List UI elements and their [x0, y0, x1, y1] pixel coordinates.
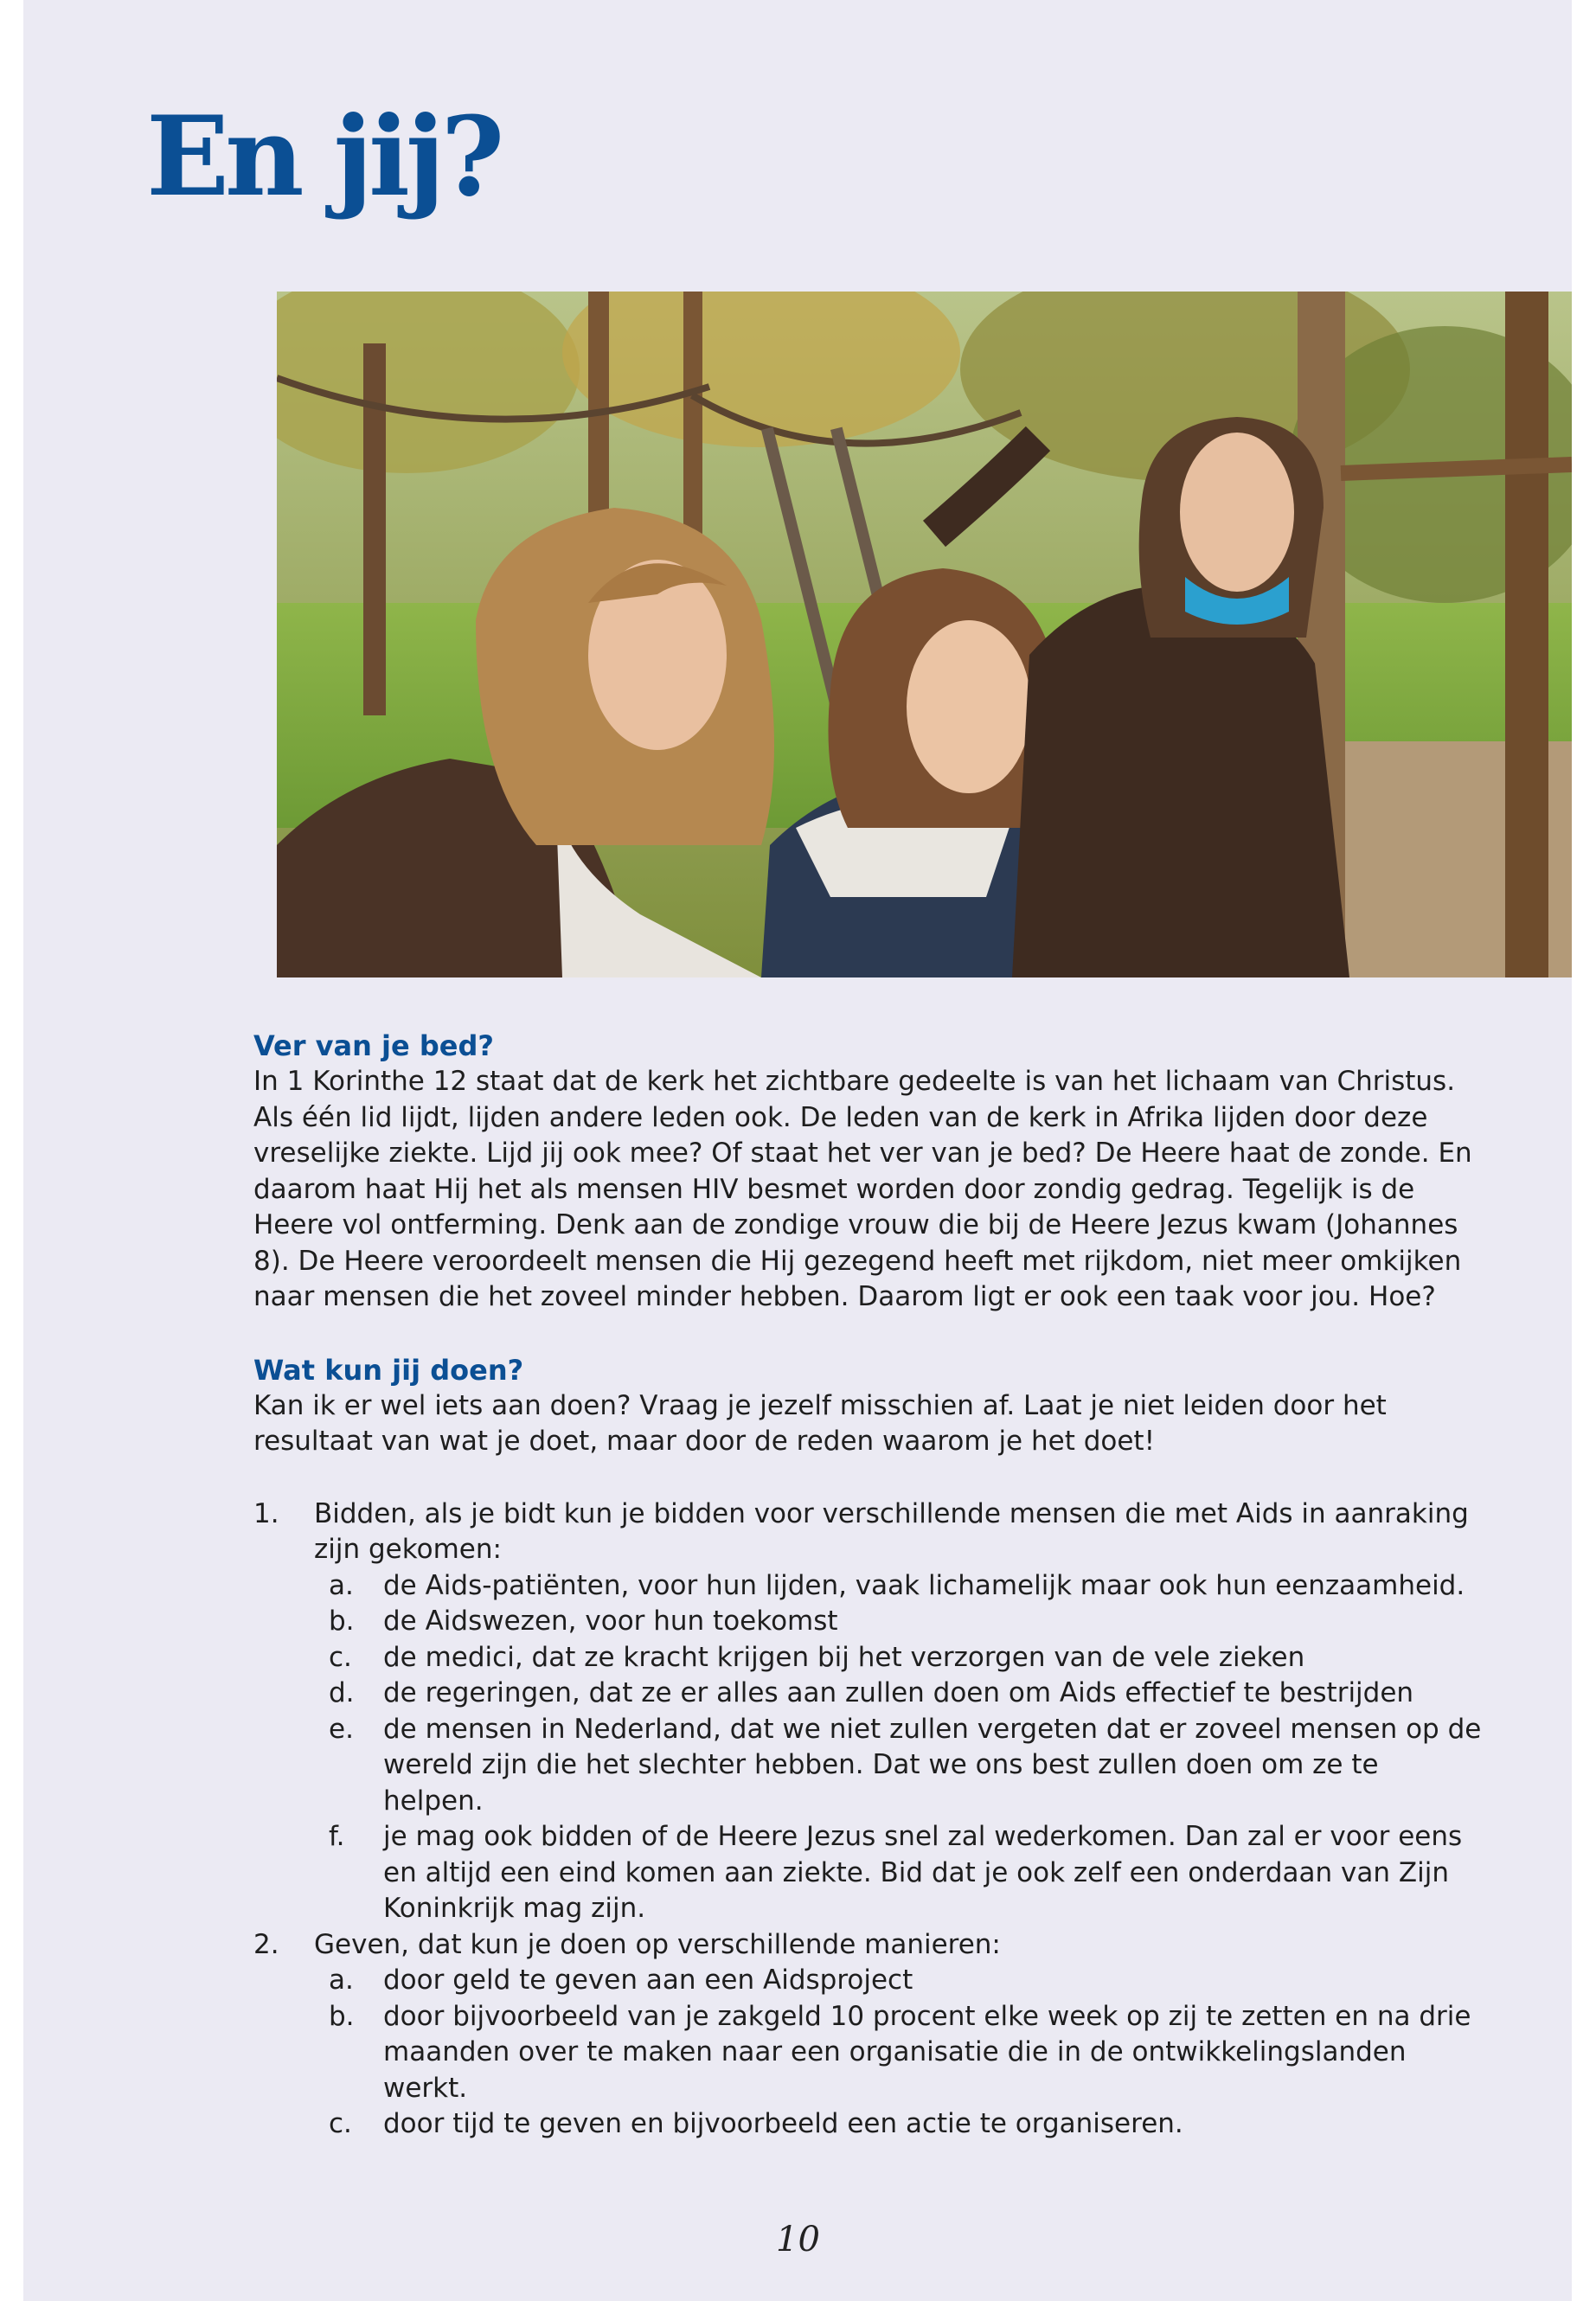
list-item [253, 1819, 1482, 1927]
list-item [253, 1712, 1482, 1820]
article-body [253, 1028, 1482, 2143]
list-item [253, 1568, 1482, 1605]
photo-three-girls-playground-icon [277, 292, 1572, 977]
list-letter: c. [329, 1641, 352, 1673]
list-letter: b. [329, 2000, 355, 2032]
list-item [253, 1963, 1482, 1999]
action-list [253, 1497, 1482, 2143]
list-item-text: Geven, dat kun je doen op verschillende manieren: [314, 1928, 1001, 1960]
page-number: 10 [776, 2220, 820, 2259]
list-item-text: door tijd te geven en bijvoorbeeld een actie te organiseren. [383, 2108, 1183, 2139]
section-paragraph-1: In 1 Korinthe 12 staat dat de kerk het zichtbare gedeelte is van het lichaam van Christus. Als één lid lijdt, lijden andere leden ook. De leden van de kerk in Afrika lijden door deze vreselijke ziekte. Lijd jij ook mee? Of staat het ver van je bed? De Heere haat de zonde. En daarom haat Hij het als mensen HIV besmet worden door zondig gedrag. Tegelijk is de Heere vol ontferming. Denk aan de zondige vrouw die bij de Heere Jezus kwam (Johannes 8). De Heere veroordeelt mensen die Hij gezegend heeft met rijkdom, niet meer omkijken naar mensen die het zoveel minder hebben. Daarom ligt er ook een taak voor jou. Hoe? [253, 1066, 1472, 1312]
list-item-text: de mensen in Nederland, dat we niet zullen vergeten dat er zoveel mensen op de wereld zijn die het slechter hebben. Dat we ons best zullen doen om ze te helpen. [383, 1713, 1482, 1817]
list-item-text: door geld te geven aan een Aidsproject [383, 1965, 913, 1996]
section-heading-ver-van-je-bed: Ver van je bed? [253, 1029, 494, 1062]
list-number: 1. [253, 1497, 279, 1529]
list-item-text: de regeringen, dat ze er alles aan zullen doen om Aids effectief te bestrijden [383, 1677, 1414, 1708]
list-letter: a. [329, 1965, 354, 1996]
list-letter: b. [329, 1606, 355, 1637]
list-item-text: de medici, dat ze kracht krijgen bij het verzorgen van de vele zieken [383, 1641, 1305, 1673]
list-item [253, 1604, 1482, 1640]
page-title: En jij? [146, 93, 501, 221]
list-item-text: de Aidswezen, voor hun toekomst [383, 1606, 838, 1637]
list-item [253, 1640, 1482, 1676]
section-heading-wat-kun-jij-doen: Wat kun jij doen? [253, 1353, 524, 1387]
list-item [253, 1927, 1482, 1964]
list-number: 2. [253, 1928, 279, 1960]
list-letter: a. [329, 1569, 354, 1601]
list-item [253, 1999, 1482, 2107]
list-letter: e. [329, 1713, 354, 1745]
section-paragraph-2: Kan ik er wel iets aan doen? Vraag je jezelf misschien af. Laat je niet leiden door het resultaat van wat je doet, maar door de reden waarom je het doet! [253, 1389, 1387, 1457]
list-item [253, 1676, 1482, 1712]
list-item [253, 1497, 1482, 1568]
list-item [253, 2106, 1482, 2143]
sublist [253, 1568, 1482, 1927]
list-letter: d. [329, 1677, 355, 1708]
list-item-text: door bijvoorbeeld van je zakgeld 10 procent elke week op zij te zetten en na drie maanden over te maken naar een organisatie die in de ontwikkelingslanden werkt. [383, 2000, 1471, 2104]
sublist [253, 1963, 1482, 2143]
list-item-text: je mag ook bidden of de Heere Jezus snel zal wederkomen. Dan zal er voor eens en altijd een eind komen aan ziekte. Bid dat je ook zelf een onderdaan van Zijn Koninkrijk mag zijn. [383, 1821, 1463, 1924]
photo [277, 292, 1572, 977]
list-item-text: Bidden, als je bidt kun je bidden voor verschillende mensen die met Aids in aanraking zijn gekomen: [314, 1497, 1469, 1565]
list-letter: f. [329, 1821, 345, 1852]
list-letter: c. [329, 2108, 352, 2139]
list-item-text: de Aids-patiënten, voor hun lijden, vaak lichamelijk maar ook hun eenzaamheid. [383, 1569, 1465, 1601]
